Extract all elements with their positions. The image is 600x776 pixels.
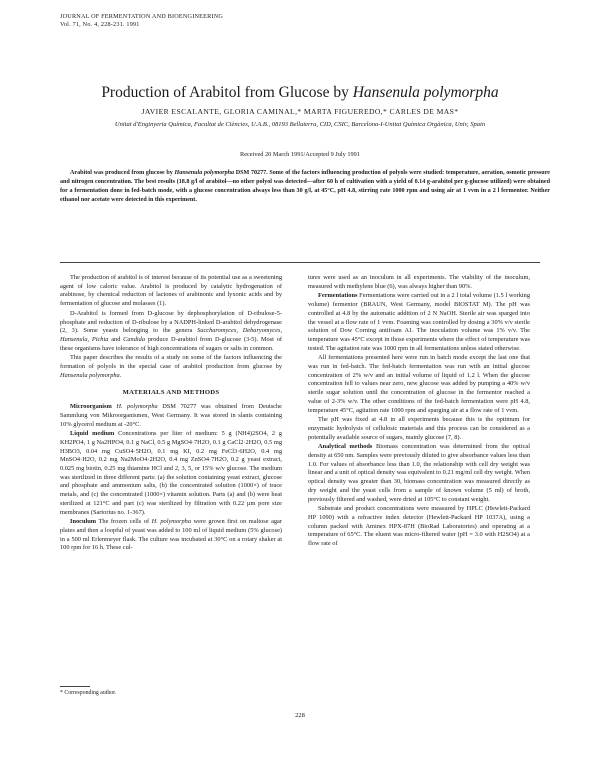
fermentations-text: Fermentations were carried out in a 2 l total volume (1.5 l working volume) fermentor (BRAUN, West Germany, model BIOSTAT M). The pH was controlled at 4.8 by the automatic addition of 2 N NaOH. Sterile air was sparged into the vessel at a flow rate of 1 vvm. Foaming was controlled by dosing a 30% v/v sterile solution of Dow Corning antifoam A1. The inoculation volume was 1% v/v. The temperature was 45°C except in those experiments where the effect of temperature was tested. The agitation rate was 1000 rpm in all fermentations unless stated otherwise. <box>308 292 530 352</box>
liquid-medium-head: Liquid medium <box>70 430 115 438</box>
fermentations-paragraph <box>308 292 530 353</box>
intro-p2-genera: Saccharomyces, Debaryomyces, Hansenula, Pichia <box>60 327 282 343</box>
fed-batch-paragraph: All fermentations presented here were run in batch mode except the last one that was run in fed-batch. The fed-batch fermentation was run with an initial glucose concentration of 2% w/v and an initial volume of liquid of 1.2 l. When the glucose concentration fell to values near zero, new glucose was added by pumping a 40% w/v sterile sugar solution until the concentration of glucose in the fermentor reached a value of 2-3% w/v. The other conditions of the fed-batch fermentation were pH 4.8, temperature 45°C, agitation rate 1000 rpm and sparging air at a flow rate of 1 vvm. <box>308 354 530 414</box>
analytical-paragraph <box>308 443 530 504</box>
inoculum-head: Inoculum <box>70 518 97 526</box>
title-main: Production of Arabitol from Glucose by <box>101 84 353 101</box>
intro-p2-text-b: and <box>108 335 124 343</box>
intro-paragraph-1: The production of arabitol is of interest because of its potential use as a sweetening agent of low caloric value. Arabitol is produced by catalytic hydrogenation of arabinose, by chemical reduction of lactones of arabinonic and lyxonic acids and by fermentation of glucose and molasses (1). <box>60 274 282 308</box>
intro-paragraph-2 <box>60 310 282 354</box>
intro-p2-text-c: produce D-arabitol from D-glucose (3-5). Most of these organisms have tolerance of high concentrations of sugars or salts in common. <box>60 335 282 352</box>
abstract-organism: Hansenula polymorpha <box>174 170 235 176</box>
received-date: Received 20 March 1991/Accepted 9 July 1991 <box>240 151 360 158</box>
continued-paragraph: tures were used as an inoculum in all experiments. The viability of the inoculum, measured with methylene blue (6), was always higher than 90%. <box>308 274 530 290</box>
microorganism-text: DSM 70277 was obtained from Deutsche Sammlung von Mikroorganismen, West Germany. It was stored in slants containing 10% glycerol medium at -20°C. <box>60 403 282 428</box>
abstract-lead: Arabitol was produced from glucose by <box>70 170 175 176</box>
hplc-paragraph: Substrate and product concentrations were measured by HPLC (Hewlett-Packard HP 1090) with a refractive index detector (Hewlett-Packard HP 1037A), using a column packed with Aminex HPX-87H (BioRad Laboratories) and operating at a temperature of 65°C. The eluent was micro-filtered water (pH = 3.0 with H2SO4) at a flow rate of <box>308 505 530 548</box>
intro-p3-text: This paper describes the results of a study on some of the factors influencing the formation of polyols in the special case of arabitol production from glucose by <box>60 354 282 371</box>
inoculum-organism: H. polymorpha <box>151 518 192 526</box>
microorganism-head: Microorganism <box>70 403 112 411</box>
footnote: * Corresponding author. <box>60 690 117 696</box>
analytical-head: Analytical methods <box>318 443 373 451</box>
intro-paragraph-3 <box>60 354 282 380</box>
journal-name: JOURNAL OF FERMENTATION AND BIOENGINEERING <box>60 13 224 20</box>
microorganism-paragraph <box>60 403 282 429</box>
affiliation: Unitat d'Enginyeria Química, Facultat de Ciències, U.A.B., 08193 Bellaterra, CID, CSIC, Barcelona-I-Unitat Química Orgànica, Univ, Spain <box>114 121 486 128</box>
liquid-medium-paragraph <box>60 430 282 517</box>
intro-p2-genus: Candida <box>123 335 146 343</box>
author-list: JAVIER ESCALANTE, GLORIA CAMINAL,* MARTA FIGUEREDO,* CARLES DE MAS* <box>141 107 459 116</box>
section-heading-methods: MATERIALS AND METHODS <box>122 389 220 397</box>
inoculum-text-a: The frozen cells of <box>96 518 152 526</box>
microorganism-name: H. polymorpha <box>116 403 158 411</box>
inoculum-text-b: were grown first on maltose agar plates and then a loopful of yeast was added to 100 ml of liquid medium (5% glucose) in a 500 ml Erlenmeyer flask. The culture was incubated at 30°C on a rotary shaker at 100 rpm for 16 h. These cul- <box>60 518 282 552</box>
abstract <box>60 169 550 205</box>
title-organism: Hansenula polymorpha <box>352 84 499 101</box>
inoculum-paragraph <box>60 518 282 553</box>
abstract-divider <box>60 262 540 263</box>
journal-volume: Vol. 71, No. 4, 228-231. 1991 <box>60 20 140 28</box>
left-column <box>60 274 282 554</box>
paper-title <box>0 84 600 102</box>
analytical-text: Biomass concentration was determined from the optical density at 650 nm. Samples were previously diluted to give absorbance values less than 1.0. For values of absorbance less than 1.0, the relationship with cell dry weight was linear and a unit of optical density was equivalent to 0.21 mg/ml cell dry weight. When optical density was greater than 30, biomass concentration was measured directly as dry weight and the yeast cells from a sample of known volume (5 ml) of broth, previously filtered and washed, were dried at 105°C to constant weight. <box>308 443 530 503</box>
intro-p2-text-a: D-Arabitol is formed from D-glucose by dephosphorylation of D-ribulose-5-phosphate and reduction of D-ribulose by a NADPH-linked D-arabitol dehydrogenase (2, 3). Some yeasts belonging to the genera <box>60 309 282 335</box>
right-column <box>308 274 530 550</box>
abstract-body: DSM 70277. Some of the factors influencing production of polyols were studied: temperature, aeration, osmotic pressure and nitrogen concentration. The best results (18.8 g/l of arabitol—no other polyol was detected—after 60 h of cultivation with a yield of 0.14 g-arabitol per g-glucose utilized) were obtained for a fermentation done in fed-batch mode, with a glucose concentration always less than 30 g/l, at 45°C, pH 4.8, stirring rate 1000 rpm and using air at 1 vvm in a 2 l fermentor. Neither ethanol nor acetate were detected in this experiment. <box>60 170 550 204</box>
fermentations-head: Fermentations <box>318 292 358 300</box>
intro-p3-organism: Hansenula polymorpha. <box>60 371 122 379</box>
footnote-divider <box>60 686 90 687</box>
journal-header <box>60 13 223 29</box>
liquid-medium-text: Concentrations per liter of medium: 5 g (NH4)2SO4, 2 g KH2PO4, 1 g Na2HPO4, 0.1 g NaCl, 0.5 g MgSO4·7H2O, 0.1 g CaCl2·2H2O, 0.5 mg H3BO3, 0.04 mg CuSO4·5H2O, 0.1 mg KI, 0.2 mg FeCl3·6H2O, 0.4 mg MnSO4·H2O, 0.2 mg Na2MoO4·2H2O, 0.4 mg ZnSO4·7H2O, 0.2 g yeast extract, 0.025 mg biotin, 0.25 mg thiamine HCl and 2, 3, 5, or 15% w/v glucose. The medium was sterilized in three different parts: (a) the solution containing yeast extract, glucose and phosphate and ammonium salts, (b) the concentrated solution (1000×) of trace metals, and (c) the concentrated (1000×) vitamin solution. Parts (a) and (b) were heat sterilized at 121°C and part (c) was sterilized by filtration with 0.22 µm pore size membranes (Sartorius no. 1-367). <box>60 430 282 516</box>
ph-paragraph: The pH was fixed at 4.8 in all experiments because this is the optimum for enzymatic hydrolysis of cellulosic materials and this process can be considered as a potentially available source of sugars, mainly glucose (7, 8). <box>308 416 530 441</box>
page-number: 228 <box>295 712 305 719</box>
